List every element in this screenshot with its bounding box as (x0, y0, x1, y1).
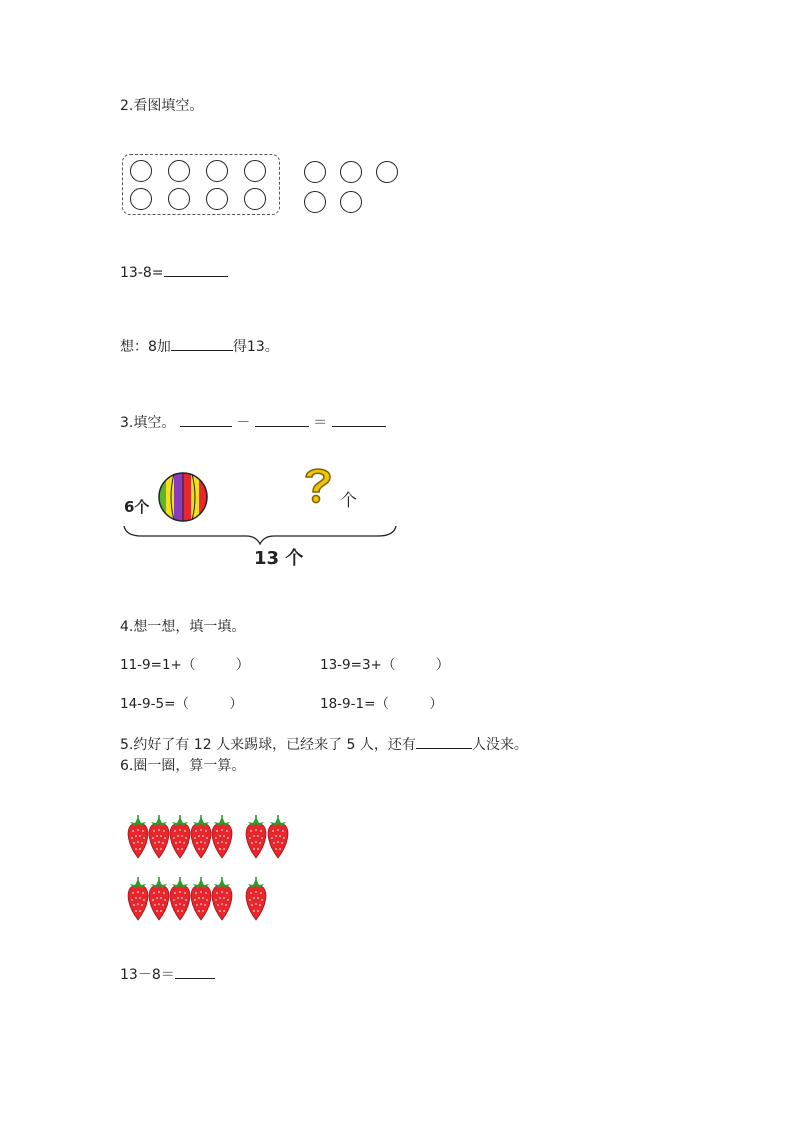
q6-title: 6.圈一圈，算一算。 (120, 758, 246, 774)
left-count-label: 6个 (124, 498, 150, 516)
answer-blank[interactable] (332, 411, 386, 427)
circle (244, 188, 266, 210)
strawberry-icon (212, 877, 232, 920)
q3-line: 3.填空。 － ＝ (120, 411, 386, 433)
circle (304, 161, 326, 183)
q4-item: 11-9=1+（ ） (120, 657, 250, 673)
q2-equation-2: 想：8加 得13。 (120, 335, 279, 357)
strawberry-icon (212, 815, 232, 858)
circle (168, 188, 190, 210)
q4-title: 4.想一想，填一填。 (120, 619, 246, 635)
unknown-unit-label: 个 (340, 491, 357, 511)
q5-line: 5.约好了有 12 人来踢球，已经来了 5 人，还有 人没来。 (120, 733, 528, 755)
q4-item: 14-9-5=（ ） (120, 696, 243, 712)
total-count-label: 13 个 (254, 548, 304, 569)
strawberry-icon (149, 815, 169, 858)
answer-blank[interactable] (255, 411, 309, 427)
circle (340, 161, 362, 183)
q2-equation-1: 13-8= (120, 261, 228, 283)
q4-item: 13-9=3+（ ） (320, 657, 450, 673)
strawberry-icon (128, 877, 148, 920)
circle (206, 160, 228, 182)
answer-blank[interactable] (416, 733, 472, 749)
question-mark-icon (300, 464, 336, 506)
strawberry-icon (246, 877, 266, 920)
circle (304, 191, 326, 213)
q4-item: 18-9-1=（ ） (320, 696, 443, 712)
circle (206, 188, 228, 210)
answer-blank[interactable] (180, 411, 232, 427)
answer-blank[interactable] (164, 261, 228, 277)
strawberry-icon (170, 815, 190, 858)
circle (340, 191, 362, 213)
circle (130, 188, 152, 210)
strawberry-icon (128, 815, 148, 858)
q6-equation: 13－8＝ (120, 963, 215, 985)
strawberry-icon (170, 877, 190, 920)
circle (168, 160, 190, 182)
strawberry-icon (149, 877, 169, 920)
strawberry-icon (268, 815, 288, 858)
circle (130, 160, 152, 182)
strawberry-icon (246, 815, 266, 858)
strawberry-icon (191, 815, 211, 858)
answer-blank[interactable] (171, 335, 233, 351)
answer-blank[interactable] (175, 963, 215, 979)
q2-title: 2.看图填空。 (120, 98, 204, 114)
circle (244, 160, 266, 182)
ball-icon (156, 470, 210, 524)
circle (376, 161, 398, 183)
strawberry-icon (191, 877, 211, 920)
strawberry-group (120, 812, 320, 924)
